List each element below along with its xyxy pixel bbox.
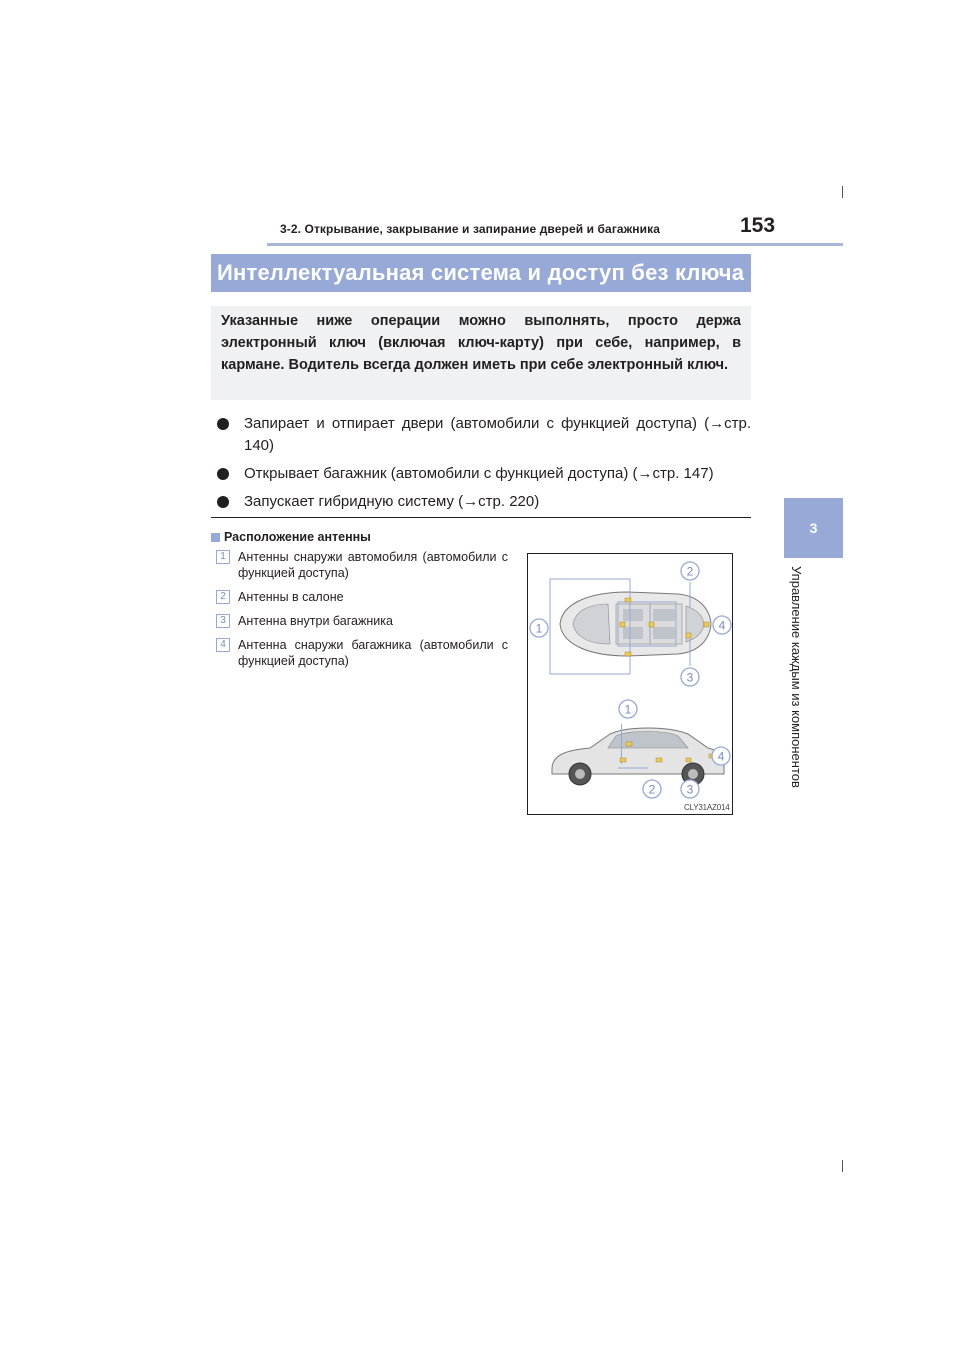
legend-number: 2 xyxy=(216,590,230,604)
chapter-tab xyxy=(784,498,843,558)
bullet-text: Запирает и отпирает двери (автомобили с функцией доступа) (→стр. 140) xyxy=(244,415,751,454)
callout-label: 2 xyxy=(686,564,694,579)
callout-label: 1 xyxy=(624,702,632,717)
legend-text: Антенны в салоне xyxy=(238,590,344,604)
bullet-item xyxy=(213,491,751,513)
legend-item xyxy=(216,613,508,629)
bullet-text: Открывает багажник (автомобили с функцией доступа) (→стр. 147) xyxy=(244,465,714,482)
callout-side-1 xyxy=(619,700,637,718)
callout-side-2 xyxy=(643,780,661,798)
callout-top-2 xyxy=(681,562,699,580)
callout-label: 3 xyxy=(686,670,694,685)
bullet-dot-icon xyxy=(217,468,229,480)
car-diagram xyxy=(528,554,734,816)
square-bullet-icon xyxy=(211,533,220,542)
bullet-text: Запускает гибридную систему (→стр. 220) xyxy=(244,493,540,510)
legend-number: 4 xyxy=(216,638,230,652)
bullet-dot-icon xyxy=(217,418,229,430)
bullet-item xyxy=(213,463,751,485)
crop-mark-top xyxy=(842,186,843,198)
legend-number: 3 xyxy=(216,614,230,628)
figure-code: CLY31AZ014 xyxy=(684,803,730,812)
car-top-view xyxy=(550,579,711,674)
chapter-title-vertical: Управление каждым из компонентов xyxy=(789,566,804,788)
callout-side-3 xyxy=(681,780,699,798)
bullet-list xyxy=(213,413,751,519)
legend-text: Антенна снаружи багажника (автомобили с функцией доступа) xyxy=(238,638,508,668)
callout-label: 4 xyxy=(718,618,726,633)
car-side-view xyxy=(552,724,724,785)
callout-label: 1 xyxy=(535,621,543,636)
callout-label: 2 xyxy=(648,782,656,797)
legend-text: Антенна внутри багажника xyxy=(238,614,393,628)
intro-text: Указанные ниже операции можно выполнять, просто держа электронный ключ (включая ключ-карту) при себе, например, в кармане. Водитель всегда должен иметь при себе электронный ключ. xyxy=(221,313,741,373)
intro-box xyxy=(211,306,751,400)
callout-top-1 xyxy=(530,619,548,637)
crop-mark-bottom xyxy=(842,1160,843,1172)
callout-label: 3 xyxy=(686,782,694,797)
callout-side-4 xyxy=(712,747,730,765)
section-title: Интеллектуальная система и доступ без ключа xyxy=(211,254,751,292)
legend-text: Антенны снаружи автомобиля (автомобили с функцией доступа) xyxy=(238,550,508,580)
bullet-dot-icon xyxy=(217,496,229,508)
legend-list xyxy=(216,549,508,677)
section-rule xyxy=(211,517,751,518)
subheading-text: Расположение антенны xyxy=(224,530,371,544)
subheading xyxy=(211,530,371,544)
header-rule xyxy=(267,243,843,246)
running-header: 3-2. Открывание, закрывание и запирание дверей и багажника xyxy=(280,222,661,236)
legend-item xyxy=(216,637,508,669)
chapter-number: 3 xyxy=(809,520,818,536)
antenna-location-figure xyxy=(527,553,733,815)
legend-item xyxy=(216,549,508,581)
callout-top-4 xyxy=(713,616,731,634)
bullet-item xyxy=(213,413,751,457)
legend-item xyxy=(216,589,508,605)
page-number: 153 xyxy=(740,214,776,237)
legend-number: 1 xyxy=(216,550,230,564)
callout-top-3 xyxy=(681,668,699,686)
callout-label: 4 xyxy=(717,749,725,764)
